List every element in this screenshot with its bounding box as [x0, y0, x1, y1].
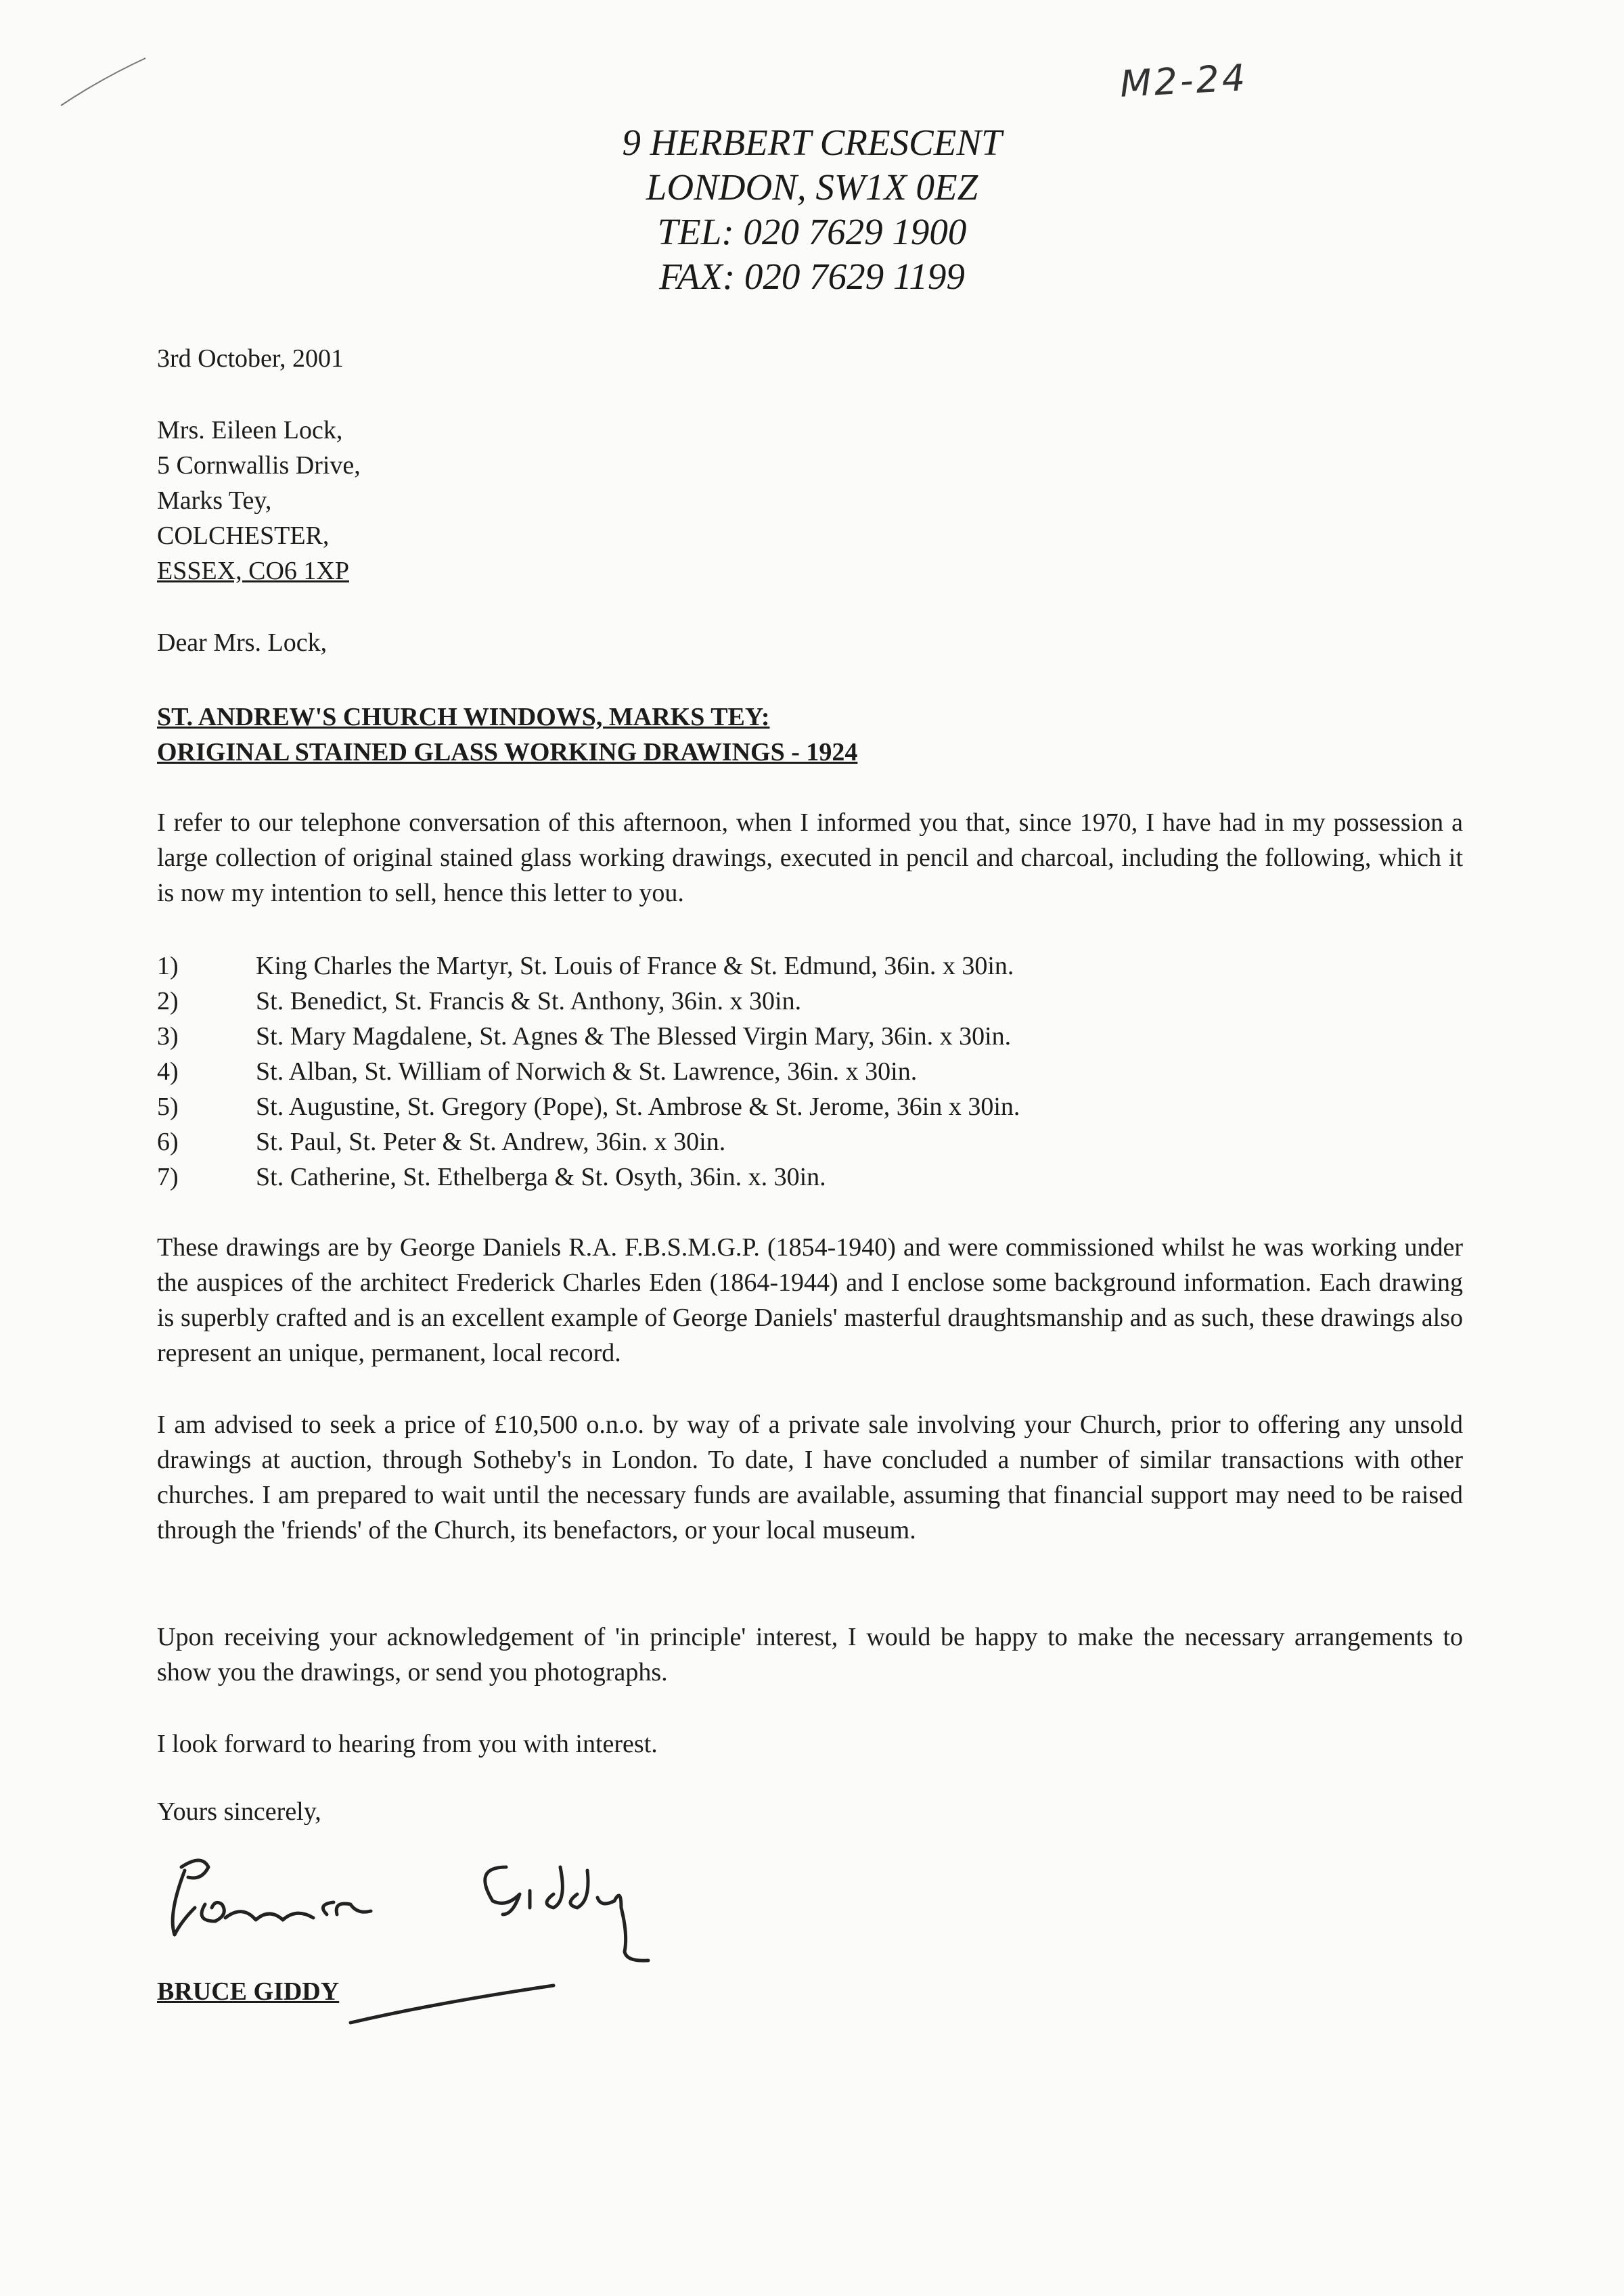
list-item [157, 1124, 1463, 1160]
pen-stroke-mark [47, 51, 156, 119]
recipient-street: 5 Cornwallis Drive, [157, 451, 361, 480]
list-item [157, 984, 1463, 1019]
list-item-number: 3) [157, 1022, 179, 1051]
signatory-name: BRUCE GIDDY [157, 1977, 340, 2006]
recipient-town: COLCHESTER, [157, 522, 330, 550]
paragraph-acknowledgement: Upon receiving your acknowledgement of 'in principle' interest, I would be happy to make the necessary arrangements to show you the drawings, or send you photographs. [157, 1623, 1463, 1686]
handwritten-signature [154, 1840, 682, 2043]
subject-heading [157, 699, 1463, 770]
letterhead-fax: FAX: 020 7629 1199 [659, 256, 965, 297]
paragraph-closing-remark: I look forward to hearing from you with interest. [157, 1730, 658, 1758]
list-item-number: 1) [157, 952, 179, 980]
paragraph-artist: These drawings are by George Daniels R.A. F.B.S.M.G.P. (1854-1940) and were commissioned whilst he was working under the auspices of the architect Frederick Charles Eden (1864-1944) and I enclose some background information. Each drawing is superbly crafted and is an excellent example of George Daniels' masterful draughtsmanship and as such, these drawings also represent an unique, permanent, local record. [157, 1233, 1463, 1367]
list-item-number: 6) [157, 1128, 179, 1156]
recipient-address [157, 413, 1463, 589]
subject-line-2: ORIGINAL STAINED GLASS WORKING DRAWINGS - 1924 [157, 738, 858, 766]
letterhead [474, 120, 1150, 299]
list-item [157, 1089, 1463, 1124]
letterhead-street: 9 HERBERT CRESCENT [622, 122, 1002, 163]
list-item [157, 1019, 1463, 1054]
list-item-text: St. Mary Magdalene, St. Agnes & The Blessed Virgin Mary, 36in. x 30in. [256, 1022, 1012, 1051]
recipient-village: Marks Tey, [157, 486, 272, 515]
recipient-name: Mrs. Eileen Lock, [157, 416, 343, 444]
list-item [157, 1054, 1463, 1089]
list-item-text: St. Catherine, St. Ethelberga & St. Osyth, 36in. x. 30in. [256, 1163, 826, 1191]
list-item-number: 7) [157, 1163, 179, 1191]
list-item-text: St. Augustine, St. Gregory (Pope), St. Ambrose & St. Jerome, 36in x 30in. [256, 1093, 1020, 1121]
letterhead-telephone: TEL: 020 7629 1900 [657, 211, 967, 252]
letterhead-city: LONDON, SW1X 0EZ [646, 166, 978, 208]
list-item-text: King Charles the Martyr, St. Louis of France & St. Edmund, 36in. x 30in. [256, 952, 1014, 980]
subject-line-1: ST. ANDREW'S CHURCH WINDOWS, MARKS TEY: [157, 703, 770, 731]
list-item-text: St. Benedict, St. Francis & St. Anthony, 36in. x 30in. [256, 987, 802, 1015]
handwritten-reference: M2-24 [1119, 56, 1249, 106]
list-item [157, 948, 1463, 984]
list-item [157, 1160, 1463, 1195]
recipient-county-postcode: ESSEX, CO6 1XP [157, 557, 349, 585]
list-item-number: 4) [157, 1057, 179, 1086]
list-item-number: 2) [157, 987, 179, 1015]
letter-date: 3rd October, 2001 [157, 344, 344, 373]
salutation: Dear Mrs. Lock, [157, 628, 328, 657]
paragraph-price: I am advised to seek a price of £10,500 o.n.o. by way of a private sale involving your Church, prior to offering any unsold drawings at auction, through Sotheby's in London. To date, I have concluded a number of similar transactions with other churches. I am prepared to wait until the necessary funds are available, assuming that financial support may need to be raised through the 'friends' of the Church, its benefactors, or your local museum. [157, 1410, 1463, 1544]
list-item-text: St. Alban, St. William of Norwich & St. Lawrence, 36in. x 30in. [256, 1057, 918, 1086]
paragraph-intro: I refer to our telephone conversation of this afternoon, when I informed you that, since 1970, I have had in my possession a large collection of original stained glass working drawings, executed in pencil and charcoal, including the following, which it is now my intention to sell, hence this letter to you. [157, 808, 1463, 907]
list-item-text: St. Paul, St. Peter & St. Andrew, 36in. x 30in. [256, 1128, 726, 1156]
complimentary-close: Yours sincerely, [157, 1797, 321, 1826]
list-item-number: 5) [157, 1093, 179, 1121]
drawings-list [157, 948, 1463, 1195]
